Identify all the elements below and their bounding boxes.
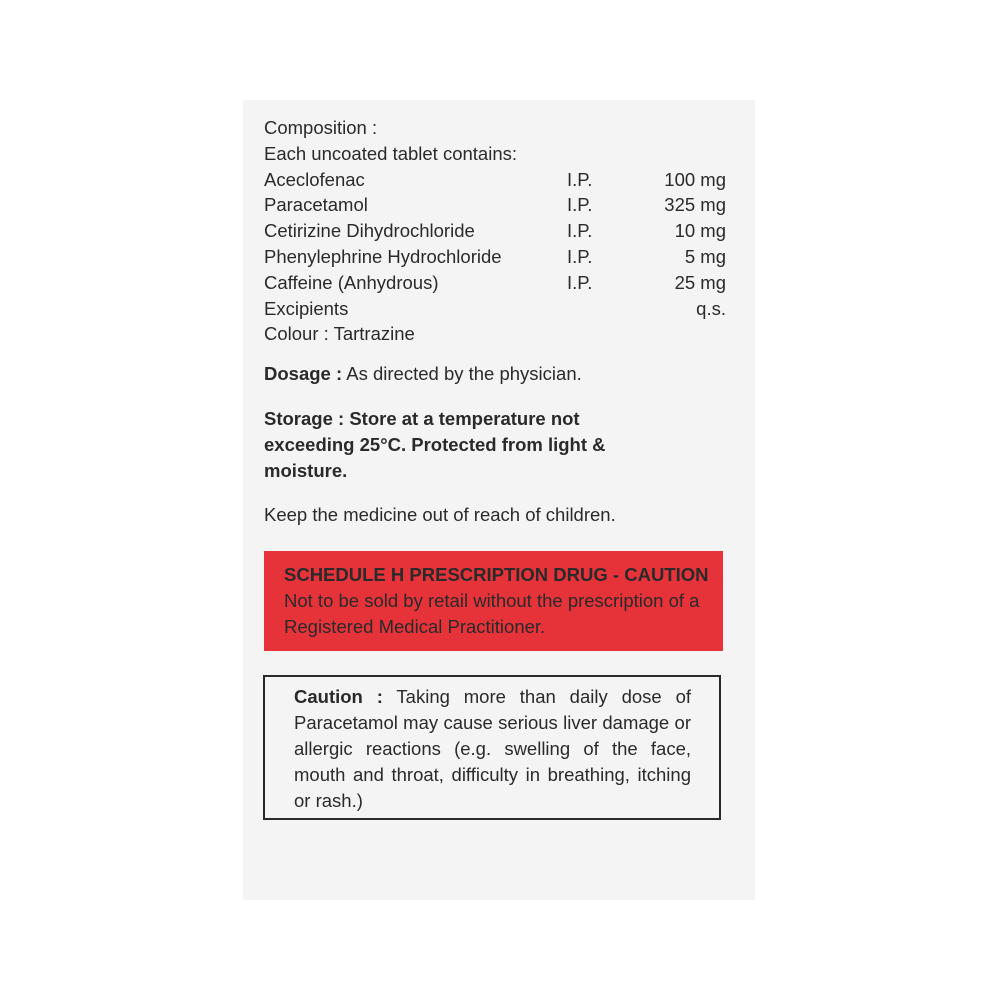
- ingredient-name: Paracetamol: [264, 194, 368, 216]
- ingredient-row: [264, 167, 728, 193]
- ingredient-quantity: 25 mg: [674, 271, 726, 293]
- ingredient-name: Cetirizine Dihydrochloride: [264, 220, 475, 242]
- composition-subheading: Each uncoated tablet contains:: [264, 142, 518, 164]
- ingredient-quantity: 100 mg: [664, 168, 726, 190]
- ingredient-standard: I.P.: [567, 168, 593, 190]
- excipients-row: [264, 296, 728, 322]
- dosage-line: [264, 361, 582, 387]
- ingredient-standard: I.P.: [567, 245, 593, 267]
- caution-box: [263, 675, 721, 820]
- ingredient-row: [264, 270, 728, 296]
- dosage-label: Dosage :: [264, 363, 343, 384]
- composition-section: [264, 115, 728, 347]
- composition-heading: Composition :: [264, 117, 378, 138]
- ingredient-quantity: 10 mg: [674, 220, 726, 242]
- colour-line: Colour : Tartrazine: [264, 323, 415, 345]
- ingredient-standard: I.P.: [567, 194, 593, 216]
- schedule-h-warning: [264, 551, 723, 651]
- keep-away-text: Keep the medicine out of reach of children.: [264, 504, 616, 525]
- excipients-name: Excipients: [264, 297, 349, 319]
- caution-label: Caution :: [294, 686, 383, 707]
- ingredient-name: Phenylephrine Hydrochloride: [264, 245, 502, 267]
- ingredient-standard: I.P.: [567, 271, 593, 293]
- excipients-quantity: q.s.: [696, 297, 726, 319]
- ingredient-row: [264, 244, 728, 270]
- storage-text: Storage : Store at a temperature not exceeding 25°C. Protected from light & moisture.: [264, 408, 606, 481]
- dosage-text: As directed by the physician.: [342, 363, 582, 384]
- ingredient-name: Aceclofenac: [264, 168, 365, 190]
- schedule-title: SCHEDULE H PRESCRIPTION DRUG - CAUTION: [284, 564, 709, 585]
- schedule-text: Not to be sold by retail without the prescription of a Registered Medical Practitioner.: [284, 590, 700, 637]
- ingredient-row: [264, 192, 728, 218]
- ingredient-name: Caffeine (Anhydrous): [264, 271, 439, 293]
- caution-text: Taking more than daily dose of Paracetamol may cause serious liver damage or allergic reactions (e.g. swelling of the face, mouth and throat, difficulty in breathing, itching or rash.): [294, 686, 692, 811]
- ingredient-row: [264, 218, 728, 244]
- ingredient-quantity: 5 mg: [684, 245, 726, 267]
- ingredient-standard: I.P.: [567, 220, 593, 242]
- ingredient-quantity: 325 mg: [664, 194, 726, 216]
